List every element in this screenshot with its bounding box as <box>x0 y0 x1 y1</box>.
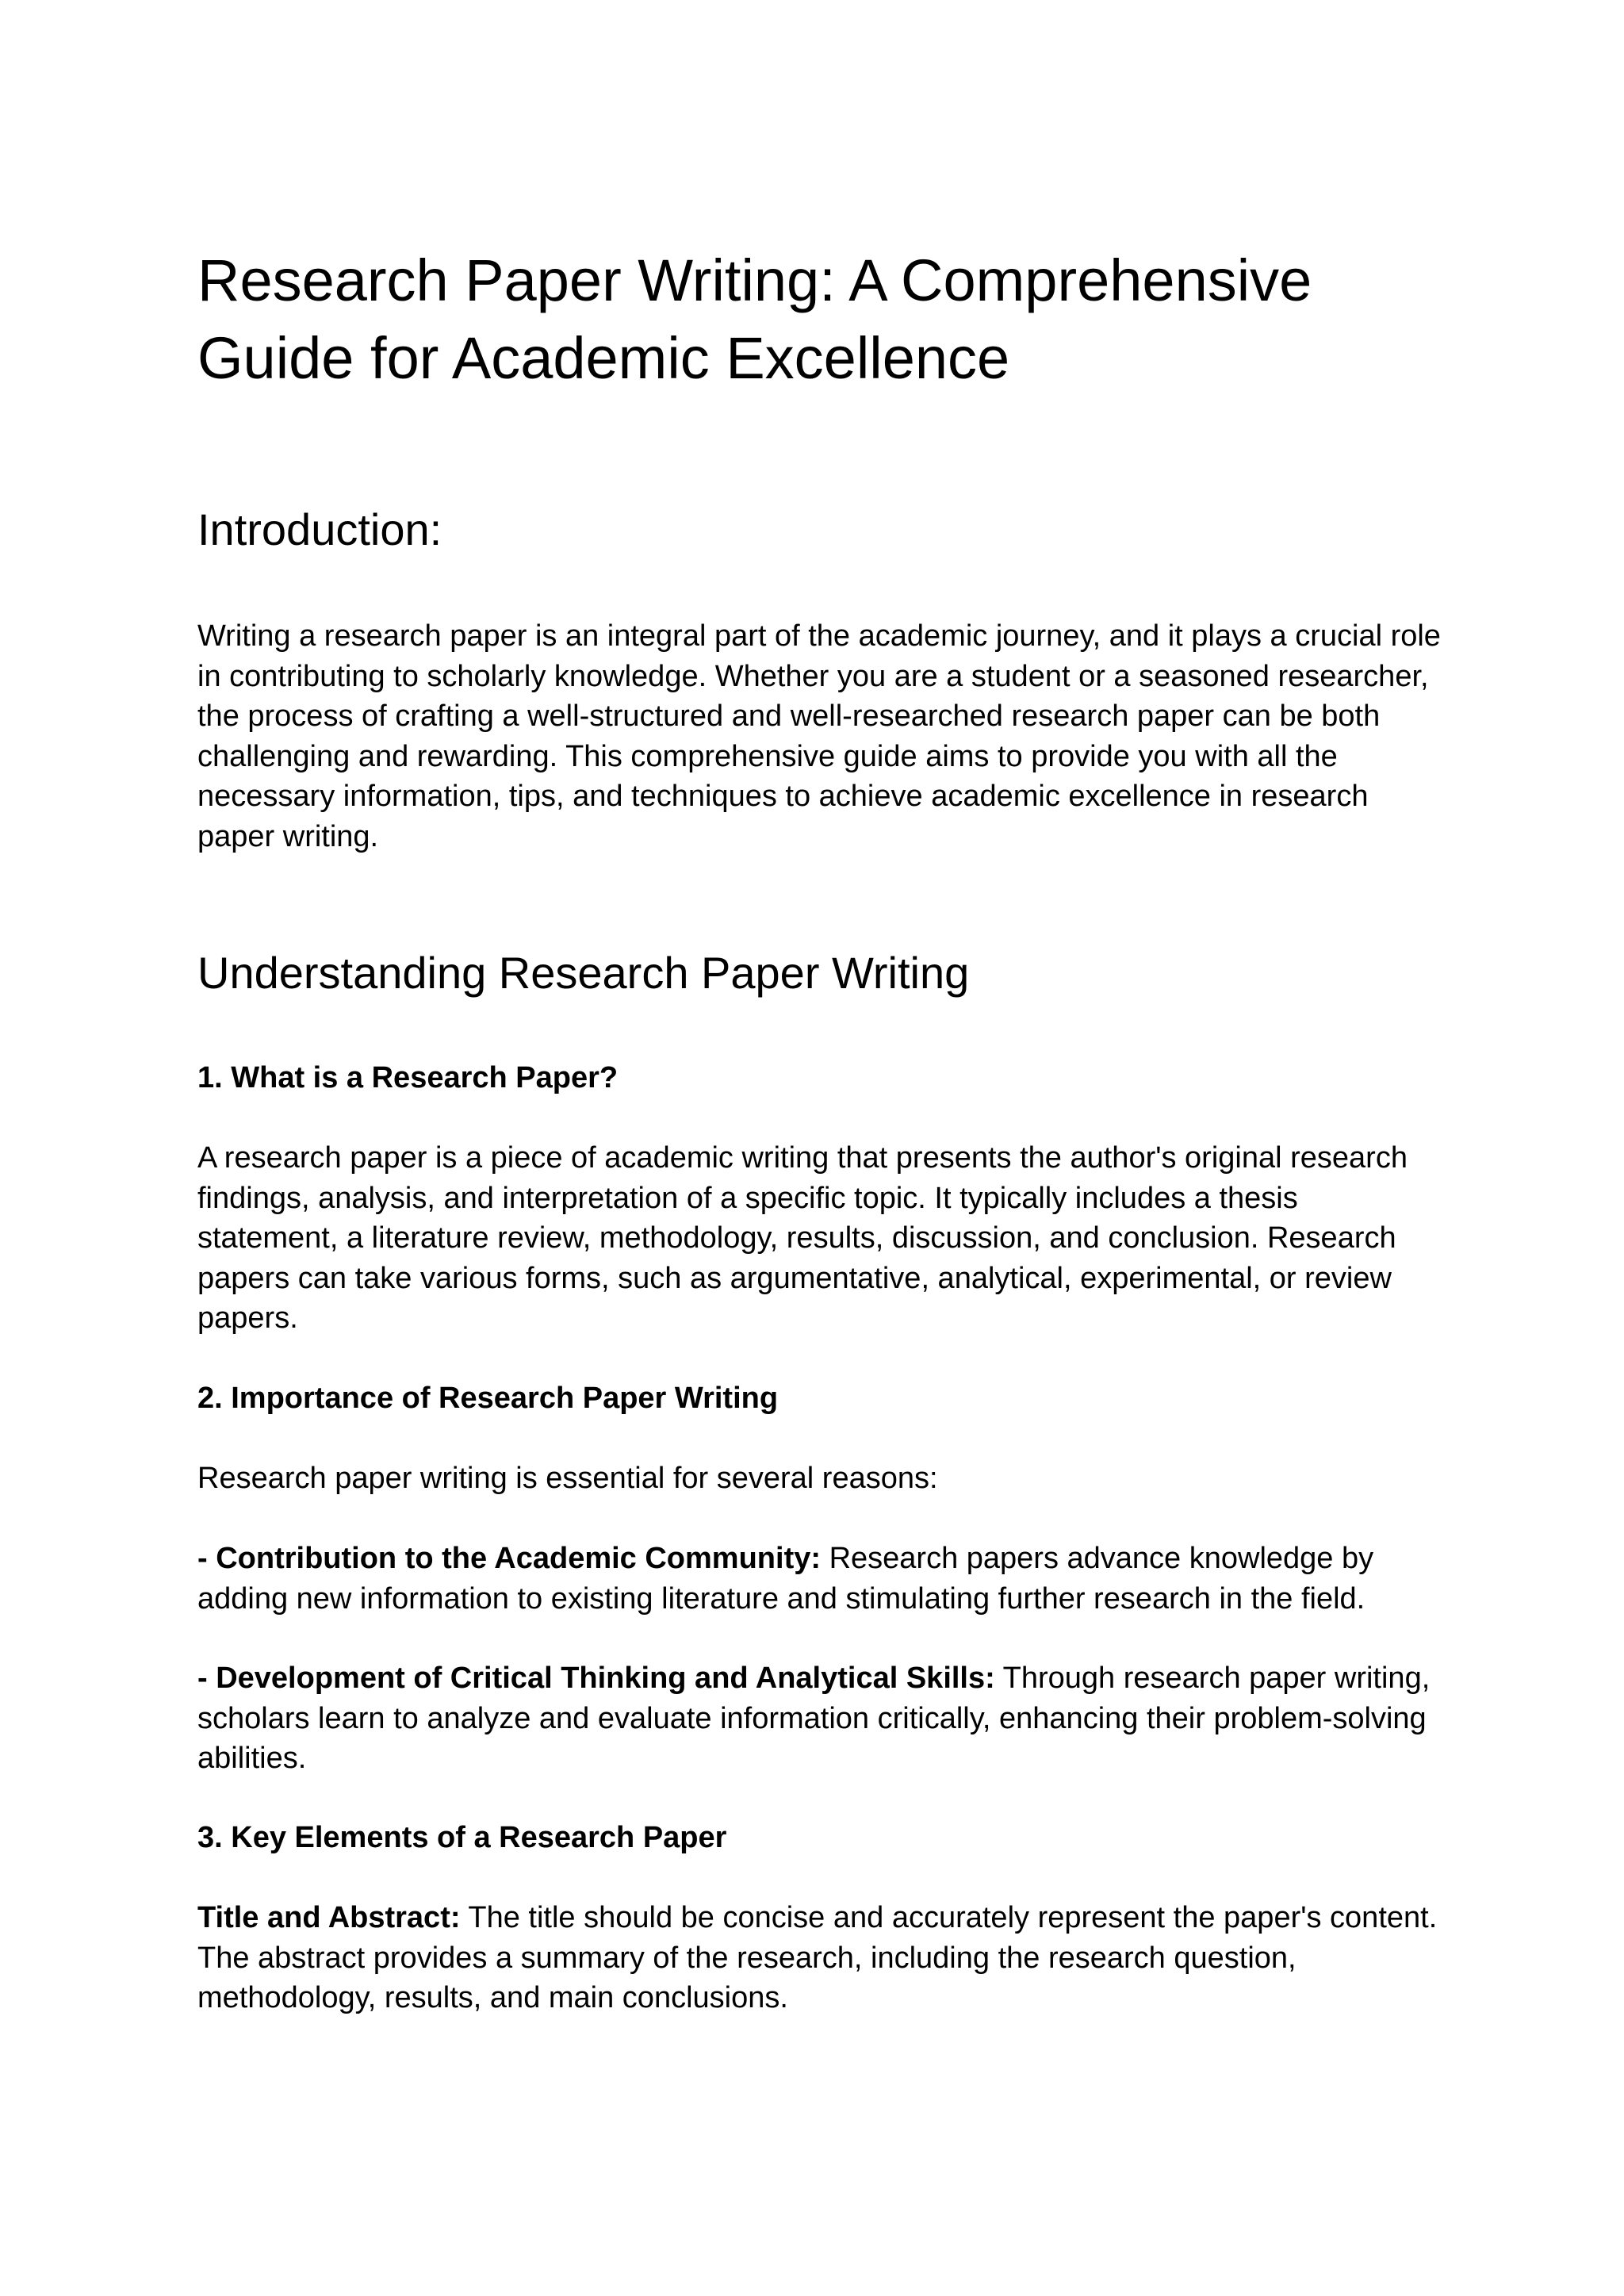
bullet-contribution <box>197 1539 1442 1619</box>
bullet-critical-thinking-label: - Development of Critical Thinking and Analytical Skills: <box>197 1662 995 1695</box>
bullet-critical-thinking <box>197 1658 1442 1779</box>
what-is-paragraph: A research paper is a piece of academic writing that presents the author's original research findings, analysis, and interpretation of a specific topic. It typically includes a thesis statement, a literature review, methodology, results, discussion, and conclusion. Research papers can take various forms, such as argumentative, analytical, experimental, or review papers. <box>197 1141 1408 1335</box>
subheading-key-elements: 3. Key Elements of a Research Paper <box>197 1821 727 1854</box>
item-title-abstract <box>197 1898 1442 2018</box>
intro-paragraph: Writing a research paper is an integral part of the academic journey, and it plays a crucial role in contributing to scholarly knowledge. Whether you are a student or a seasoned researcher, the process of crafting a well-structured and well-researched research paper can be both challenging and rewarding. This comprehensive guide aims to provide you with all the necessary information, tips, and techniques to achieve academic excellence in research paper writing. <box>197 619 1441 853</box>
item-title-abstract-label: Title and Abstract: <box>197 1901 461 1934</box>
bullet-contribution-text: Research papers advance knowledge by adding new information to existing literature and stimulating further research in the field. <box>197 1542 1374 1616</box>
bullet-critical-thinking-text: Through research paper writing, scholars learn to analyze and evaluate information critically, enhancing their problem-solving abilities. <box>197 1662 1431 1775</box>
subheading-importance: 2. Importance of Research Paper Writing <box>197 1382 779 1415</box>
importance-paragraph: Research paper writing is essential for several reasons: <box>197 1462 938 1495</box>
document-title: Research Paper Writing: A Comprehensive Guide for Academic Excellence <box>197 247 1312 391</box>
intro-heading: Introduction: <box>197 504 442 554</box>
section-heading-understanding: Understanding Research Paper Writing <box>197 948 970 998</box>
item-title-abstract-text: The title should be concise and accurately represent the paper's content. The abstract provides a summary of the research, including the research question, methodology, results, and main conclusions. <box>197 1901 1438 2014</box>
bullet-contribution-label: - Contribution to the Academic Community: <box>197 1542 822 1575</box>
subheading-what-is: 1. What is a Research Paper? <box>197 1061 619 1094</box>
